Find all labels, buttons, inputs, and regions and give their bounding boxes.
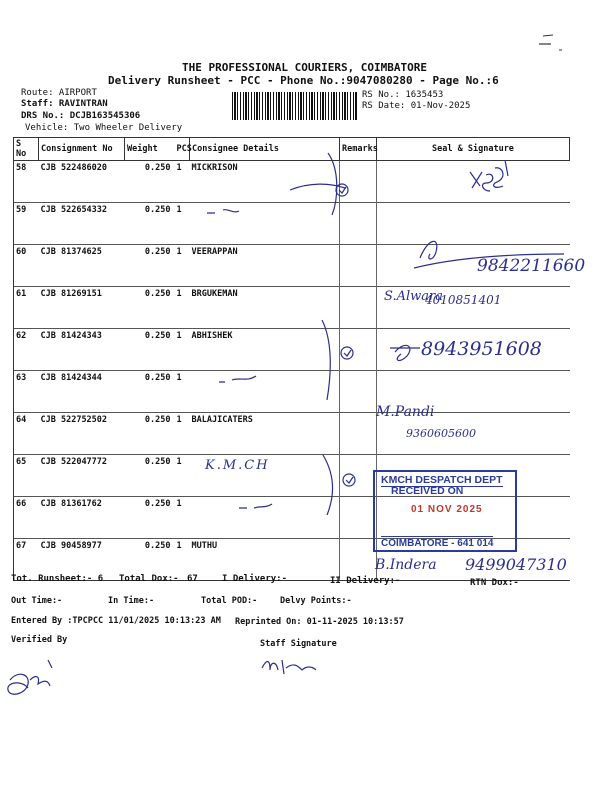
verified-by: Verified By	[11, 635, 68, 645]
sno: 63	[14, 371, 39, 413]
stamp-line-1: KMCH DESPATCH DEPT	[381, 474, 503, 486]
hw-phone-3: 8943951608	[421, 338, 542, 360]
sno: 67	[14, 539, 39, 581]
total-dox-value: 67	[187, 574, 198, 584]
col-consignee: Consignee Details	[190, 138, 340, 161]
stamp-line-2: RECEIVED ON	[391, 485, 464, 497]
consignment-no: CJB 81374625	[39, 245, 125, 287]
consignee: ABHISHEK	[190, 329, 340, 371]
hw-name-4: M.Pandi	[376, 404, 435, 420]
rs-number: RS No.: 1635453	[362, 90, 444, 100]
weight: 0.250	[125, 539, 175, 581]
pcs: 1	[175, 161, 190, 203]
consignment-no: CJB 522752502	[39, 413, 125, 455]
pcs: 1	[175, 371, 190, 413]
hw-num-2: 4010851401	[425, 293, 502, 307]
consignee: BALAJICATERS	[190, 413, 340, 455]
hw-phone-4: 9360605600	[406, 427, 476, 440]
rs-date: RS Date: 01-Nov-2025	[362, 101, 471, 111]
weight: 0.250	[125, 455, 175, 497]
sno: 62	[14, 329, 39, 371]
consignment-no: CJB 522486020	[39, 161, 125, 203]
pcs: 1	[175, 455, 190, 497]
consignment-no: CJB 81361762	[39, 497, 125, 539]
col-seal: Seal & Signature	[377, 138, 570, 161]
i-delivery: I Delivery:-	[222, 574, 288, 584]
route: Route: AIRPORT	[21, 88, 97, 98]
total-pod: Total POD:-	[201, 596, 258, 606]
pcs: 1	[175, 329, 190, 371]
consignee: MUTHU	[190, 539, 340, 581]
staff: Staff: RAVINTRAN	[21, 99, 108, 109]
pcs: 1	[175, 287, 190, 329]
pcs: 1	[175, 497, 190, 539]
in-time: In Time:-	[108, 596, 155, 606]
col-remarks: Remarks	[340, 138, 377, 161]
vehicle: Vehicle: Two Wheeler Delivery	[25, 123, 183, 133]
tot-runsheet: Tot. Runsheet:- 6	[11, 574, 104, 584]
stamp-date: 01 NOV 2025	[411, 504, 483, 515]
sno: 60	[14, 245, 39, 287]
hw-phone-1: 9842211660	[477, 256, 586, 276]
weight: 0.250	[125, 161, 175, 203]
consignee: MICKRISON	[190, 161, 340, 203]
consignment-no: CJB 81424343	[39, 329, 125, 371]
consignment-no: CJB 81269151	[39, 287, 125, 329]
consignment-no: CJB 81424344	[39, 371, 125, 413]
stamp-line-4: COIMBATORE - 641 014	[381, 538, 494, 549]
consignee: VEERAPPAN	[190, 245, 340, 287]
weight: 0.250	[125, 245, 175, 287]
pcs: 1	[175, 203, 190, 245]
weight: 0.250	[125, 371, 175, 413]
hw-phone-6: 9499047310	[465, 555, 567, 574]
weight: 0.250	[125, 287, 175, 329]
consignment-no: CJB 522654332	[39, 203, 125, 245]
pcs: 1	[175, 539, 190, 581]
sno: 58	[14, 161, 39, 203]
weight: 0.250	[125, 329, 175, 371]
weight: 0.250	[125, 203, 175, 245]
sno: 59	[14, 203, 39, 245]
consignee: BRGUKEMAN	[190, 287, 340, 329]
out-time: Out Time:-	[11, 596, 63, 606]
col-weight: Weight	[125, 138, 175, 161]
entered-by: Entered By :TPCPCC 11/01/2025 10:13:23 AM	[11, 616, 221, 626]
consignment-no: CJB 90458977	[39, 539, 125, 581]
runsheet-subtitle: Delivery Runsheet - PCC - Phone No.:9047080280 - Page No.:6	[108, 74, 499, 87]
sno: 61	[14, 287, 39, 329]
rtn-dox: RTN Dox:-	[470, 578, 519, 588]
sno: 65	[14, 455, 39, 497]
hw-name-6: B.Indera	[375, 557, 437, 573]
drs-number: DRS No.: DCJB163545306	[21, 111, 141, 121]
sno: 64	[14, 413, 39, 455]
col-pcs: PCS	[175, 138, 190, 161]
sno: 66	[14, 497, 39, 539]
weight: 0.250	[125, 497, 175, 539]
ii-delivery: II Delivery:-	[330, 576, 401, 586]
pcs: 1	[175, 413, 190, 455]
weight: 0.250	[125, 413, 175, 455]
col-sno: S No	[14, 138, 39, 161]
reprinted-on: Reprinted On: 01-11-2025 10:13:57	[235, 617, 404, 627]
pcs: 1	[175, 245, 190, 287]
consignment-no: CJB 522047772	[39, 455, 125, 497]
hw-name-2: S.Alwara	[384, 289, 443, 304]
delvy-points: Delvy Points:-	[280, 596, 352, 606]
company-title: THE PROFESSIONAL COURIERS, COIMBATORE	[182, 61, 428, 74]
received-stamp	[373, 470, 517, 552]
col-consignment: Consignment No	[39, 138, 125, 161]
hw-note-5: K.M.CH	[205, 458, 270, 473]
staff-signature-label: Staff Signature	[260, 639, 337, 649]
total-dox-label: Total Dox:-	[119, 574, 179, 584]
